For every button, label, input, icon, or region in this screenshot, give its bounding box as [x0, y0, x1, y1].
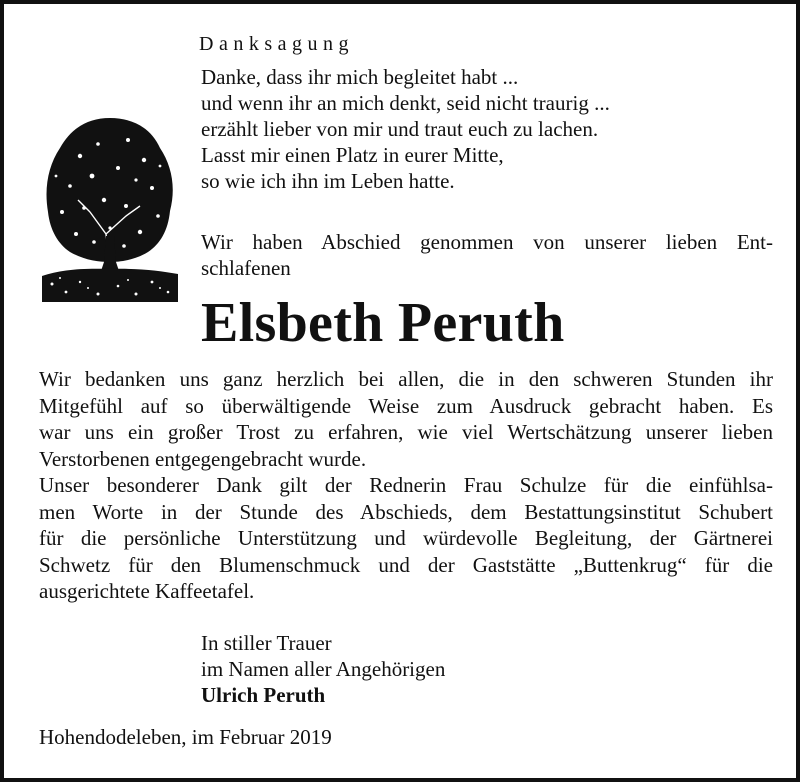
poem: [201, 64, 610, 194]
body-line: Verstorbenen entgegengebracht wurde.: [39, 446, 367, 471]
place-date: Hohendodeleben, im Februar 2019: [39, 725, 332, 749]
body-line: men Worte in der Stunde des Abschieds, dem Bestattungsinstitut Schubert: [39, 499, 773, 524]
closing-line: im Namen aller Angehörigen: [201, 657, 446, 681]
body-line: für die persönliche Unterstützung und würdevolle Begleitung, der Gärtnerei: [39, 526, 773, 550]
thanks-paragraph: [39, 366, 773, 605]
tree-icon: [40, 116, 180, 306]
closing-line: In stiller Trauer: [201, 631, 332, 655]
poem-line: erzählt lieber von mir und traut euch zu lachen.: [201, 117, 599, 141]
body-line: ausgerichtete Kaffeetafel.: [39, 579, 255, 603]
poem-line: Lasst mir einen Platz in eurer Mitte,: [201, 143, 504, 167]
poem-line: Danke, dass ihr mich begleitet habt ...: [201, 65, 519, 89]
closing-block: [201, 630, 445, 708]
deceased-name: Elsbeth Peruth: [201, 292, 565, 354]
notice-heading: Danksagung: [199, 33, 354, 55]
farewell-text: [201, 229, 773, 281]
body-line: Wir bedanken uns ganz herzlich bei allen, die in den schweren Stunden ihr: [39, 367, 773, 391]
body-line: Schwetz für den Blumenschmuck und der Gaststätte „Buttenkrug“ für die: [39, 552, 773, 577]
poem-line: und wenn ihr an mich denkt, seid nicht traurig ...: [201, 91, 610, 115]
farewell-line: schlafenen: [201, 256, 291, 280]
body-line: Unser besonderer Dank gilt der Rednerin Frau Schulze für die einfühlsa-: [39, 473, 773, 497]
farewell-line: Wir haben Abschied genommen von unserer lieben Ent-: [201, 230, 773, 254]
signer-name: Ulrich Peruth: [201, 683, 326, 707]
body-line: Mitgefühl auf so überwältigende Weise zum Ausdruck gebracht haben. Es: [39, 393, 773, 418]
body-line: war uns ein großer Trost zu erfahren, wie viel Wertschätzung unserer lieben: [39, 420, 773, 444]
poem-line: so wie ich ihn im Leben hatte.: [201, 169, 455, 193]
